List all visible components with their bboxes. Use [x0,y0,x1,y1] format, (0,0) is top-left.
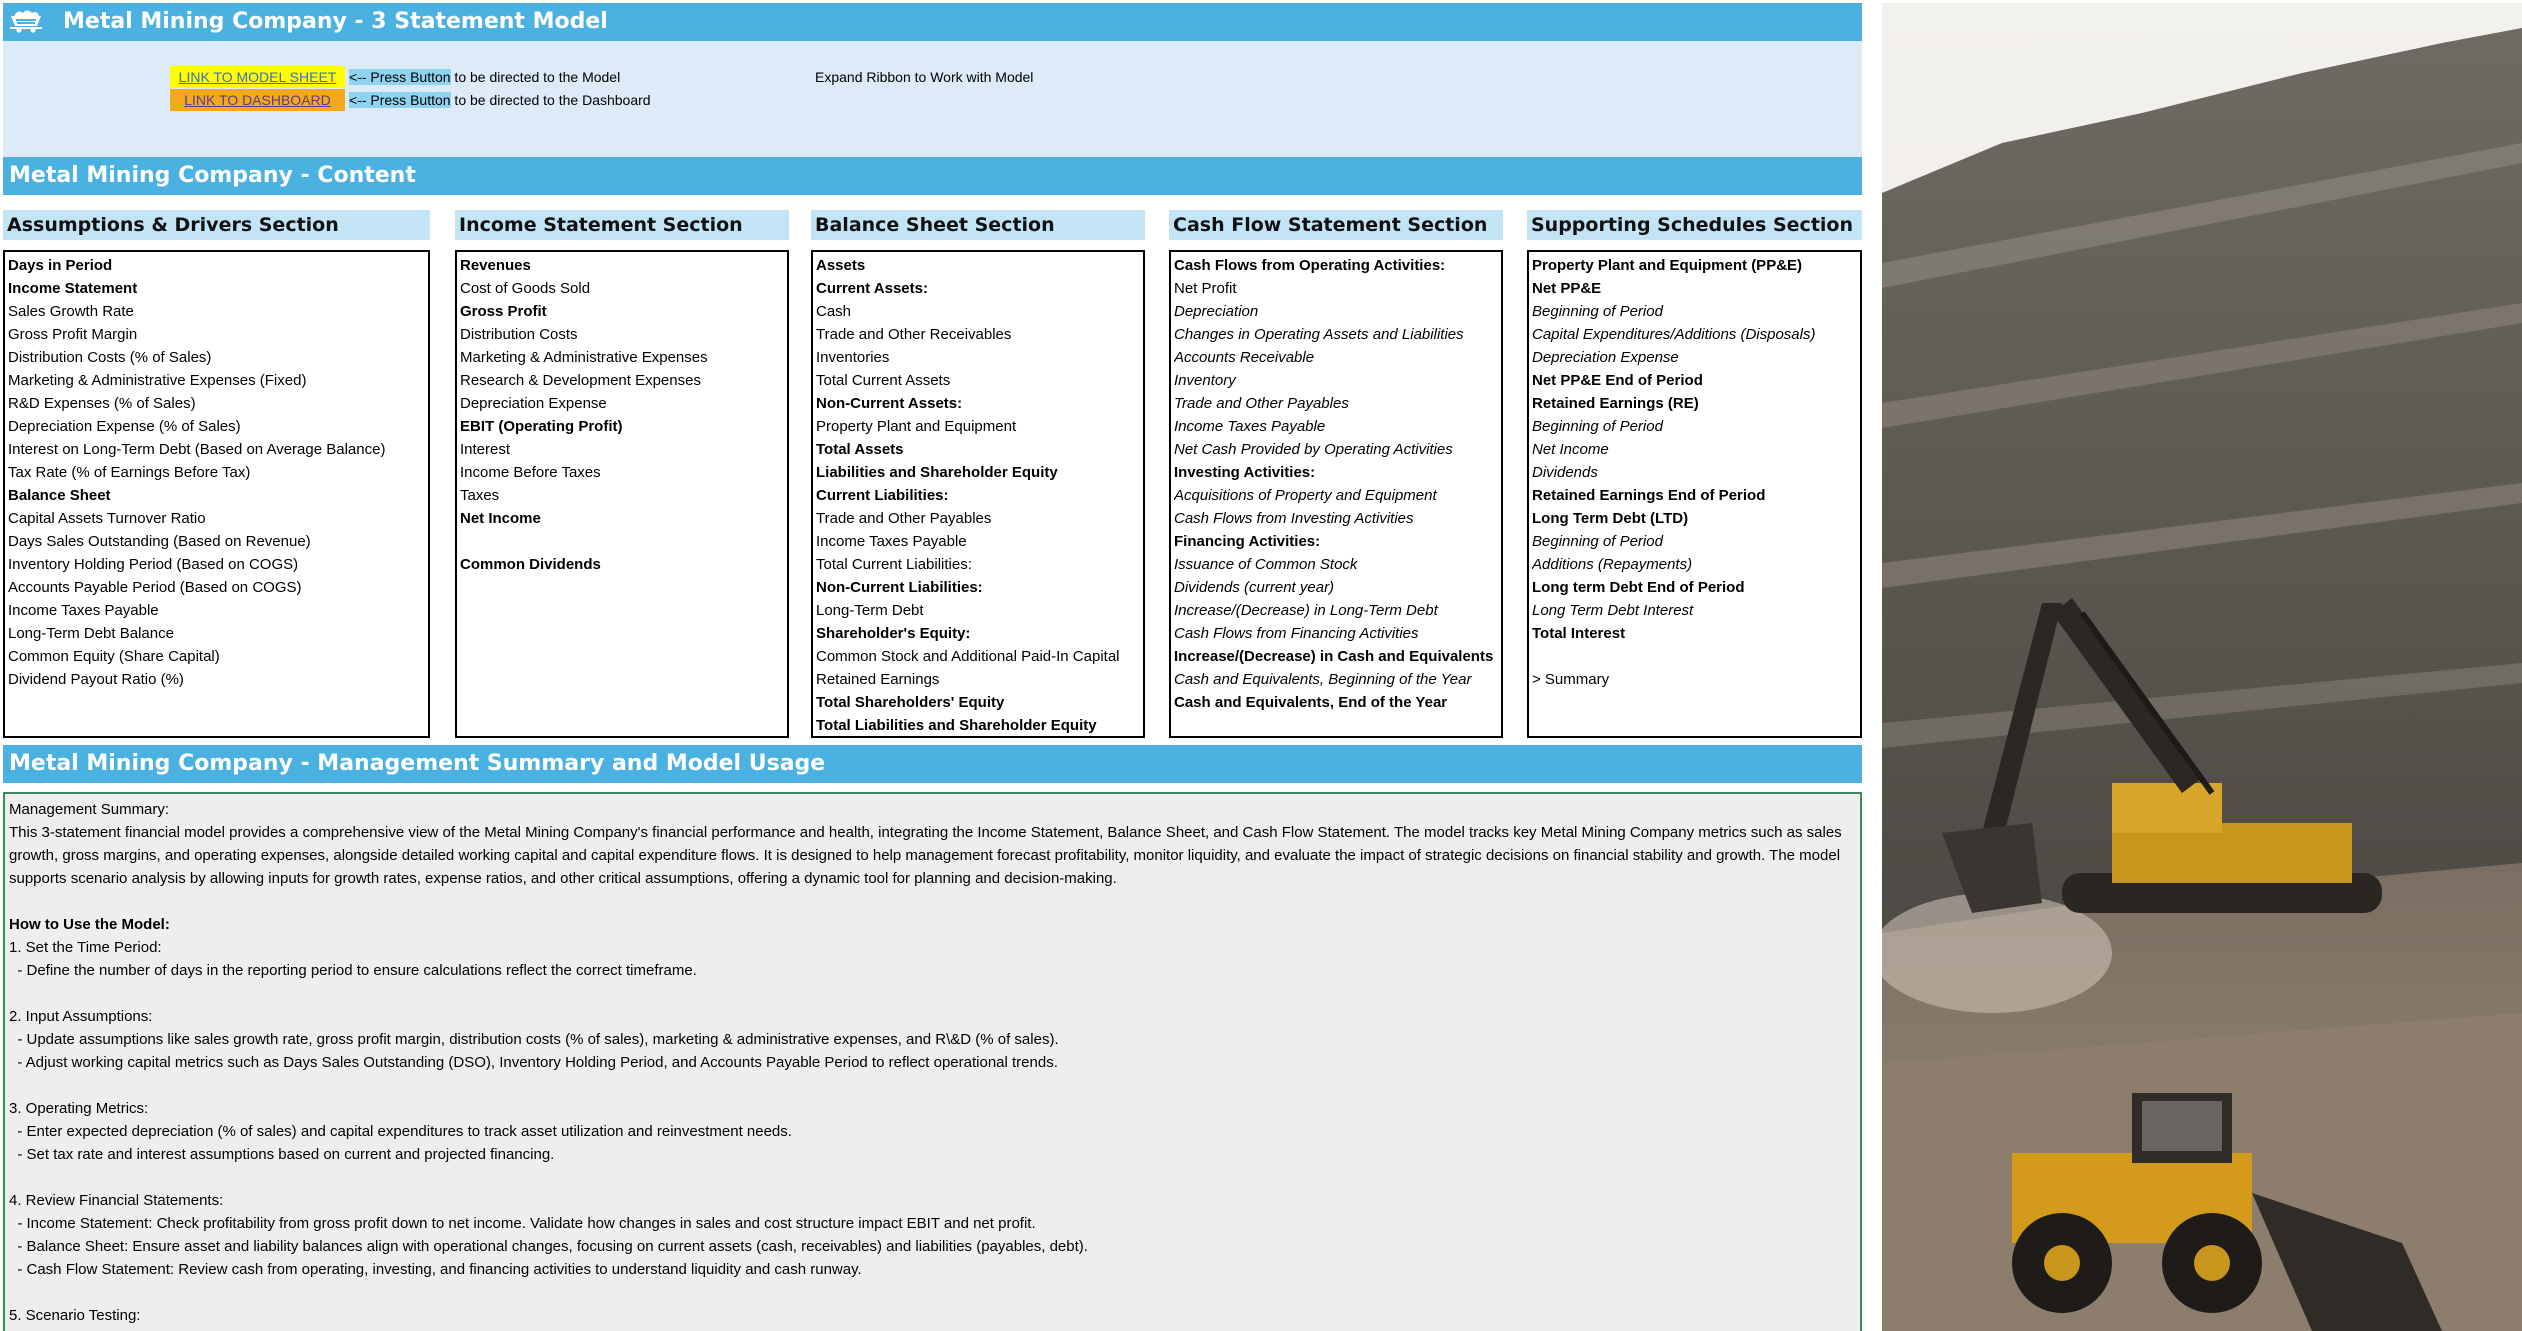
management-summary-box [3,792,1862,1331]
summary-line [9,1074,1856,1097]
section-item: Interest on Long-Term Debt (Based on Average Balance) [8,441,386,458]
expand-ribbon-note: Expand Ribbon to Work with Model [815,69,1034,85]
section-item: Retained Earnings (RE) [1532,395,1699,412]
income-section-header: Income Statement Section [455,210,789,240]
dash-note-highlight: <-- Press Button [349,92,451,108]
section-item: Beginning of Period [1532,418,1663,435]
section-item: Net Cash Provided by Operating Activities [1174,441,1453,458]
section-item: Net Income [460,510,541,527]
section-item: Cash Flows from Operating Activities: [1174,257,1446,274]
assumptions-section-box [3,250,430,738]
section-item: Marketing & Administrative Expenses [460,349,708,366]
section-item: Accounts Payable Period (Based on COGS) [8,579,302,596]
model-note-highlight: <-- Press Button [349,69,451,85]
summary-line: 2. Input Assumptions: [9,1008,153,1025]
section-item: Property Plant and Equipment (PP&E) [1532,257,1803,274]
section-item: Days in Period [8,257,113,274]
summary-line [9,1281,1856,1304]
supporting-section-box [1527,250,1862,738]
content-band [3,157,1862,195]
section-item [460,530,784,553]
section-item: Revenues [460,257,531,274]
section-item: Trade and Other Payables [816,510,992,527]
section-item: Cash Flows from Investing Activities [1174,510,1414,527]
section-item: Depreciation Expense (% of Sales) [8,418,241,435]
summary-line: 4. Review Financial Statements: [9,1192,224,1209]
balance-section-header: Balance Sheet Section [811,210,1145,240]
summary-line: How to Use the Model: [9,916,170,933]
section-item: Long term Debt End of Period [1532,579,1745,596]
section-item: Capital Expenditures/Additions (Disposals) [1532,326,1816,343]
section-item: Distribution Costs [460,326,578,343]
link-to-model-sheet-button[interactable]: LINK TO MODEL SHEET [170,66,345,88]
section-item: Current Liabilities: [816,487,949,504]
dash-note-text: to be directed to the Dashboard [450,92,651,108]
supporting-section-header: Supporting Schedules Section [1527,210,1862,240]
section-item: Cost of Goods Sold [460,280,591,297]
section-item: Marketing & Administrative Expenses (Fixed) [8,372,307,389]
section-item: Assets [816,257,866,274]
section-item: Accounts Receivable [1174,349,1315,366]
section-item: Distribution Costs (% of Sales) [8,349,212,366]
mine-cart-icon [8,7,44,33]
cashflow-section-box [1169,250,1503,738]
summary-line: 5. Scenario Testing: [9,1307,141,1324]
summary-line: Management Summary: [9,801,170,818]
section-item: Investing Activities: [1174,464,1316,481]
section-item: Tax Rate (% of Earnings Before Tax) [8,464,251,481]
section-item: Financing Activities: [1174,533,1321,550]
section-item: Issuance of Common Stock [1174,556,1358,573]
section-item: Trade and Other Receivables [816,326,1012,343]
summary-line: - Set tax rate and interest assumptions based on current and projected financing. [9,1146,555,1163]
balance-section-box [811,250,1145,738]
section-item: Increase/(Decrease) in Cash and Equivalents [1174,648,1494,665]
summary-line: - Update assumptions like sales growth rate, gross profit margin, distribution costs (% of sales), marketing & administrative expenses, and R\&D (% of sales). [9,1031,1059,1048]
model-link-note [349,66,620,88]
section-item: Trade and Other Payables [1174,395,1349,412]
section-item: Depreciation Expense [460,395,607,412]
summary-line: - Income Statement: Check profitability from gross profit down to net income. Validate how changes in sales and cost structure impact EBIT and net profit. [9,1215,1036,1232]
section-item: Days Sales Outstanding (Based on Revenue) [8,533,311,550]
title-band [3,3,1862,41]
section-item: Additions (Repayments) [1532,556,1693,573]
section-item: Property Plant and Equipment [816,418,1017,435]
section-item: Changes in Operating Assets and Liabilities [1174,326,1464,343]
section-item: Non-Current Liabilities: [816,579,983,596]
mining-excavator-photo [1882,3,2522,1331]
section-item: Gross Profit [460,303,547,320]
summary-line [9,890,1856,913]
management-title: Metal Mining Company - Management Summary and Model Usage [9,751,826,776]
section-item: Cash [816,303,852,320]
summary-line: 1. Set the Time Period: [9,939,162,956]
section-item: Income Before Taxes [460,464,601,481]
section-item: Dividend Payout Ratio (%) [8,671,184,688]
section-item: Income Taxes Payable [816,533,967,550]
section-item: Depreciation Expense [1532,349,1679,366]
section-item: Current Assets: [816,280,928,297]
section-item: Depreciation [1174,303,1259,320]
section-item: Research & Development Expenses [460,372,701,389]
section-item: Long Term Debt Interest [1532,602,1694,619]
summary-line [9,1166,1856,1189]
summary-line: 3. Operating Metrics: [9,1100,149,1117]
content-title: Metal Mining Company - Content [9,163,416,188]
section-item: Net Income [1532,441,1609,458]
section-item: Net Profit [1174,280,1237,297]
section-item: Capital Assets Turnover Ratio [8,510,206,527]
summary-line: - Cash Flow Statement: Review cash from operating, investing, and financing activities to understand liquidity and cash runway. [9,1261,862,1278]
link-to-dashboard-button[interactable]: LINK TO DASHBOARD [170,89,345,111]
section-item: Cash Flows from Financing Activities [1174,625,1419,642]
section-item [1532,645,1857,668]
section-item: > Summary [1532,671,1610,688]
section-item: Income Statement [8,280,138,297]
section-item: Taxes [460,487,500,504]
summary-line: - Enter expected depreciation (% of sales) and capital expenditures to track asset utilization and reinvestment needs. [9,1123,792,1140]
summary-line: - Balance Sheet: Ensure asset and liability balances align with operational changes, focusing on current assets (cash, receivables) and liabilities (payables, debt). [9,1238,1088,1255]
section-item: Shareholder's Equity: [816,625,971,642]
section-item: Liabilities and Shareholder Equity [816,464,1058,481]
section-item: Beginning of Period [1532,303,1663,320]
assumptions-section-header: Assumptions & Drivers Section [3,210,430,240]
section-item: Interest [460,441,511,458]
section-item: Acquisitions of Property and Equipment [1174,487,1437,504]
section-item: Sales Growth Rate [8,303,134,320]
section-item: Net PP&E [1532,280,1602,297]
section-item: Cash and Equivalents, Beginning of the Year [1174,671,1472,688]
dashboard-link-note [349,89,651,111]
section-item: Net PP&E End of Period [1532,372,1703,389]
section-item: Balance Sheet [8,487,111,504]
summary-line: - Define the number of days in the reporting period to ensure calculations reflect the correct timeframe. [9,962,697,979]
management-band [3,745,1862,783]
section-item: Retained Earnings End of Period [1532,487,1766,504]
section-item: Cash and Equivalents, End of the Year [1174,694,1448,711]
section-item: Long-Term Debt [816,602,924,619]
section-item: Dividends (current year) [1174,579,1335,596]
section-item: Beginning of Period [1532,533,1663,550]
section-item: EBIT (Operating Profit) [460,418,623,435]
section-item: Long-Term Debt Balance [8,625,174,642]
section-item: Inventory [1174,372,1236,389]
section-item: Dividends [1532,464,1598,481]
section-item: Common Stock and Additional Paid-In Capital [816,648,1120,665]
section-item: Total Interest [1532,625,1626,642]
section-item: Inventory Holding Period (Based on COGS) [8,556,299,573]
section-item: Total Liabilities and Shareholder Equity [816,717,1097,734]
section-item: Retained Earnings [816,671,940,688]
section-item: Total Shareholders' Equity [816,694,1005,711]
model-note-text: to be directed to the Model [450,69,621,85]
page-title: Metal Mining Company - 3 Statement Model [63,9,608,34]
section-item: R&D Expenses (% of Sales) [8,395,196,412]
section-item: Non-Current Assets: [816,395,963,412]
section-item: Long Term Debt (LTD) [1532,510,1689,527]
income-section-box [455,250,789,738]
summary-line [9,982,1856,1005]
cashflow-section-header: Cash Flow Statement Section [1169,210,1503,240]
section-item: Income Taxes Payable [8,602,159,619]
section-item: Total Assets [816,441,904,458]
section-item: Gross Profit Margin [8,326,138,343]
section-item: Total Current Liabilities: [816,556,972,573]
section-item: Increase/(Decrease) in Long-Term Debt [1174,602,1438,619]
section-item: Income Taxes Payable [1174,418,1326,435]
section-item: Common Equity (Share Capital) [8,648,220,665]
section-item: Inventories [816,349,890,366]
section-item: Common Dividends [460,556,601,573]
summary-line: This 3-statement financial model provides a comprehensive view of the Metal Mining Company's financial performance and health, integrating the Income Statement, Balance Sheet, and Cash Flow Statement. The model tracks key Metal Mining Company metrics such as sales growth, gross margins, and operating expenses, alongside detailed working capital and capital expenditure flows. It is designed to help management forecast profitability, monitor liquidity, and evaluate the impact of strategic decisions on financial stability and growth. The model supports scenario analysis by allowing inputs for growth rates, expense ratios, and other critical assumptions, offering a dynamic tool for planning and decision-making. [9,824,1846,887]
section-item: Total Current Assets [816,372,951,389]
summary-line: - Adjust working capital metrics such as Days Sales Outstanding (DSO), Inventory Holding Period, and Accounts Payable Period to reflect operational trends. [9,1054,1058,1071]
